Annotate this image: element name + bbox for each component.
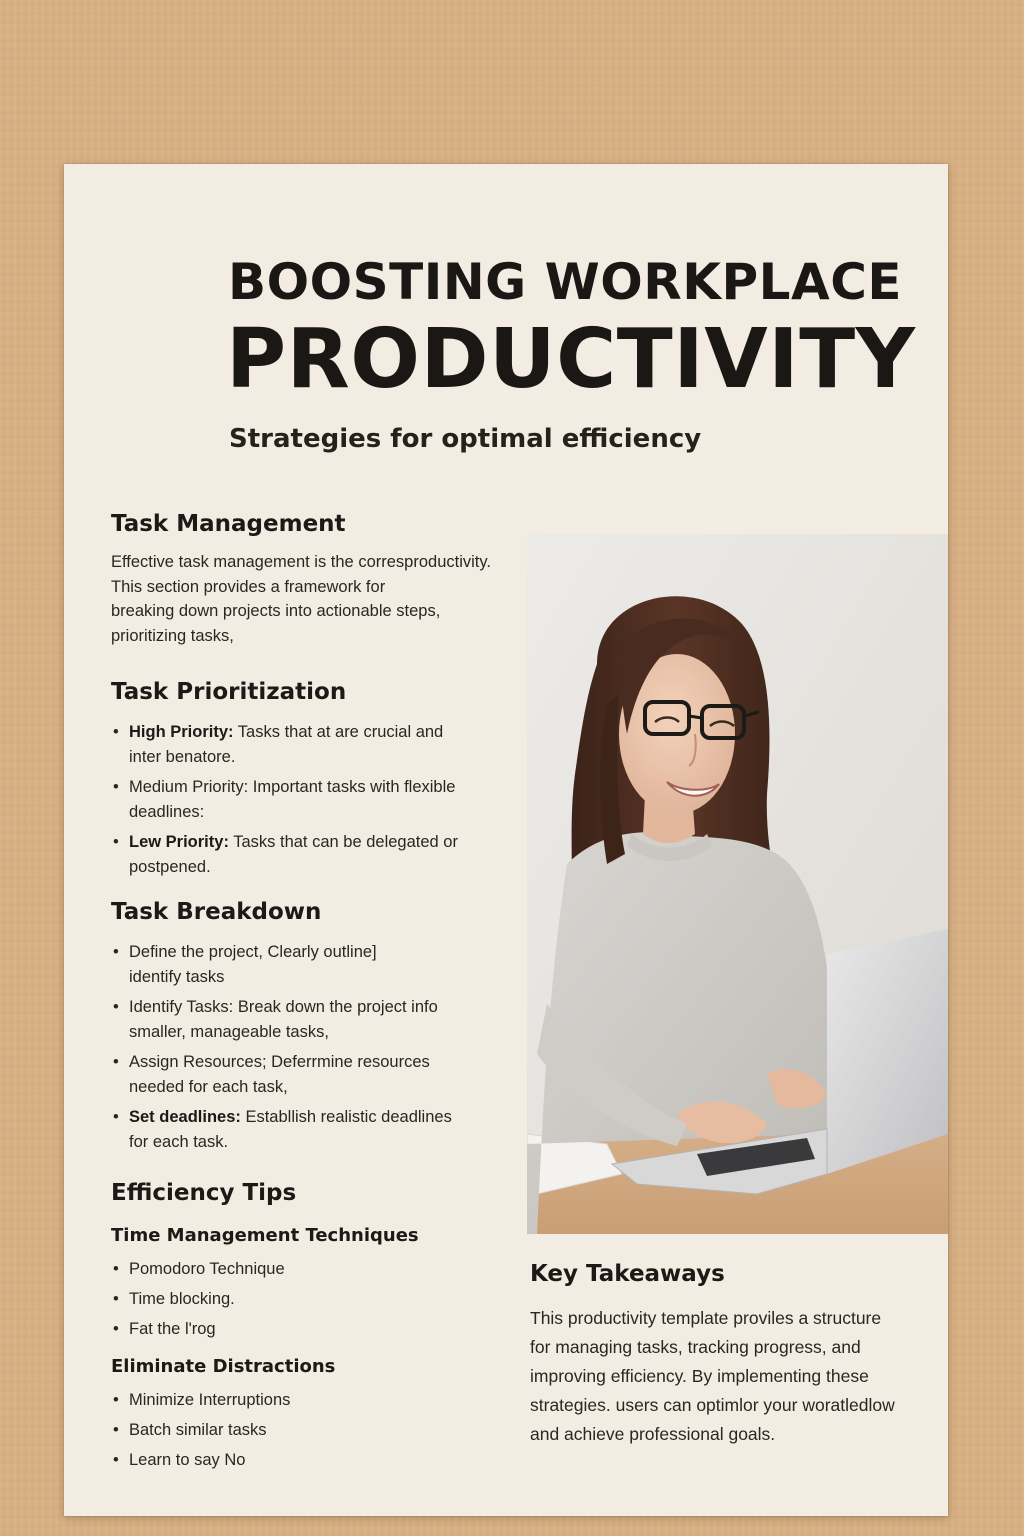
item-text: : Important tasks with flexible: [243, 778, 456, 796]
task-management-section: [111, 506, 501, 648]
photo-illustration: [527, 534, 948, 1234]
task-breakdown-heading: Task Breakdown: [111, 899, 322, 925]
text-line: strategies. users can optimlor your woratledlow: [530, 1395, 895, 1415]
task-prioritization-heading: Task Prioritization: [111, 679, 347, 705]
item-text: • Assign Resources; Deferrmine resources: [129, 1053, 430, 1071]
time-management-list: [111, 1257, 501, 1342]
priority-label: Lew Priority:: [129, 833, 229, 851]
text-line: improving efficiency. By implementing these: [530, 1366, 869, 1386]
item-text: Establlish realistic deadlines: [240, 1108, 452, 1126]
text-line: Effective task management is the corresproductivity.: [111, 553, 491, 571]
text-line: This section provides a framework for: [111, 577, 386, 596]
text-line: and achieve professional goals.: [530, 1424, 776, 1444]
text-line: for managing tasks, tracking progress, and: [530, 1337, 861, 1357]
list-item: [111, 775, 501, 825]
list-item: [111, 995, 501, 1045]
subtitle: Strategies for optimal efficiency: [229, 424, 702, 454]
time-management-heading: Time Management Techniques: [111, 1225, 419, 1246]
text-line: prioritizing tasks,: [111, 626, 234, 645]
left-column: [111, 506, 501, 1478]
priority-label: Medium Priority: [129, 778, 244, 796]
item-label: Set deadlines:: [129, 1108, 241, 1126]
item-text: • Identify Tasks: Break down the project info: [129, 998, 438, 1016]
item-text: identify tasks: [129, 968, 225, 986]
list-item: [111, 720, 501, 770]
flyer-sheet: [64, 164, 948, 1516]
item-text: postpened.: [129, 858, 211, 876]
list-item: • Fat the l'rog: [111, 1317, 501, 1342]
list-item: • Time blocking.: [111, 1287, 501, 1312]
item-text: inter benatore.: [129, 748, 236, 766]
key-takeaways-section: [530, 1256, 930, 1449]
list-item: [111, 1105, 501, 1155]
list-item: • Batch similar tasks: [111, 1418, 501, 1443]
item-text: needed for each task,: [129, 1078, 288, 1096]
item-text: Tasks that can be delegated or: [228, 833, 458, 851]
efficiency-tips-heading: Efficiency Tips: [111, 1180, 297, 1206]
title-line-1: BOOSTING WORKPLACE: [228, 253, 903, 311]
breakdown-list: [111, 940, 501, 1155]
item-text: smaller, manageable tasks,: [129, 1023, 329, 1041]
list-item: [111, 1050, 501, 1100]
item-text: Tasks that at are crucial and: [233, 723, 444, 741]
eliminate-distractions-list: [111, 1388, 501, 1473]
list-item: [111, 940, 501, 990]
woman-with-laptop-photo: [527, 534, 948, 1234]
item-text: deadlines:: [129, 803, 205, 821]
list-item: • Minimize Interruptions: [111, 1388, 501, 1413]
task-prioritization-section: [111, 674, 501, 880]
laptop-screen: [827, 929, 948, 1174]
key-takeaways-heading: Key Takeaways: [530, 1261, 725, 1287]
list-item: [111, 830, 501, 880]
item-text: • Define the project, Clearly outline]: [129, 943, 377, 961]
list-item: • Learn to say No: [111, 1448, 501, 1473]
text-line: breaking down projects into actionable steps,: [111, 602, 441, 620]
title-line-2: PRODUCTIVITY: [226, 312, 916, 407]
key-takeaways-text: [530, 1304, 930, 1449]
list-item: • Pomodoro Technique: [111, 1257, 501, 1282]
efficiency-tips-section: [111, 1175, 501, 1473]
item-text: for each task.: [129, 1133, 229, 1151]
task-breakdown-section: [111, 894, 501, 1155]
eliminate-distractions-heading: Eliminate Distractions: [111, 1356, 336, 1377]
task-management-heading: Task Management: [111, 511, 346, 537]
text-line: This productivity template proviles a structure: [530, 1308, 882, 1328]
priority-list: [111, 720, 501, 880]
priority-label: High Priority:: [129, 723, 234, 741]
task-management-text: [111, 550, 501, 648]
